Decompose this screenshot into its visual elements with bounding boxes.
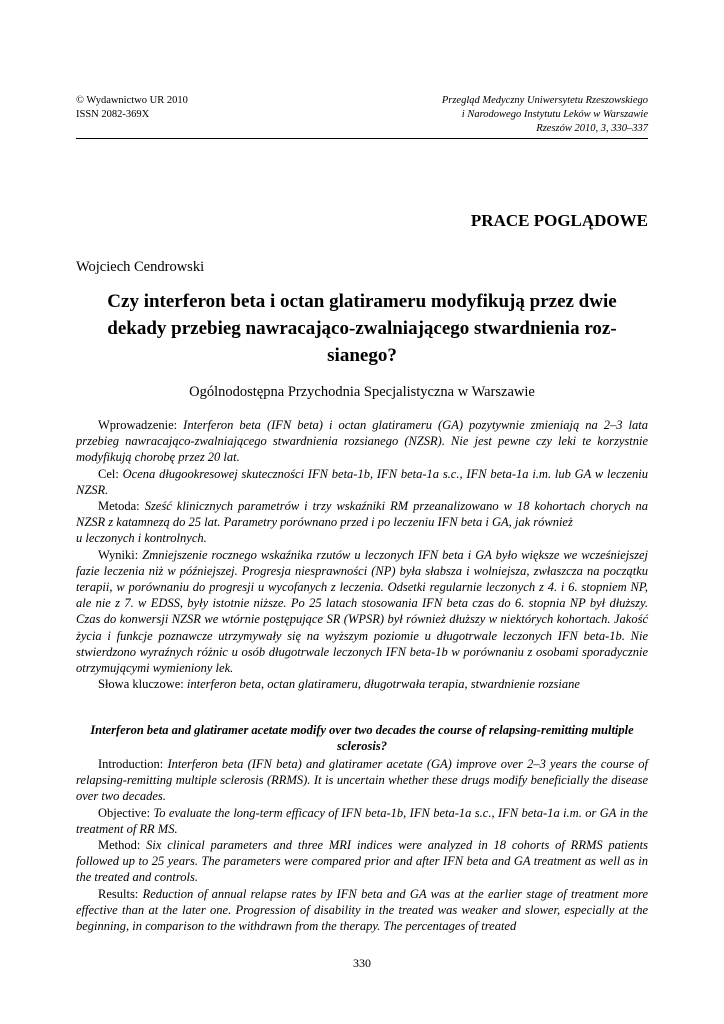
- label: Słowa kluczowe:: [98, 677, 187, 692]
- text: interferon beta, octan glatirameru, długotrwała terapia, stwardnienie rozsiane: [186, 677, 580, 692]
- text: Six clinical parameters and three MRI indices were analyzed in 18 cohorts of RRMS patients followed up to 25 years. The parameters were compared prior and after IFN beta and GA treatment as well as in the treated and controls.: [76, 838, 649, 885]
- abstract-english: [76, 756, 648, 934]
- label: Introduction:: [98, 757, 168, 771]
- journal-citation: [442, 94, 648, 136]
- text: Zmniejszenie rocznego wskaźnika rzutów u leczonych IFN beta i GA było większe we wcześniejszej fazie leczenia niż w późniejszej. Progresja niesprawności (NP) była słabsza i wolniejsza, zwłaszcza na początku terapii, w porównaniu do progresji u wycofanych z leczenia. Odsetki regularnie leczonych z 4. i 6. stopniem NP, ale nie z 7. w EDSS, były istotnie niższe. Po 25 latach stosowania IFN beta czas do 6. stopnia NP był dłuższy. Czas do konwersji NZSR we wtórnie postępujące SR (WPSR) był również dłuższy w niektórych kohortach. Jakość życia i funkcje poznawcze utrzymywały się na wyższym poziomie u długotrwale leczonych IFN beta-1b. Nie stwierdzono wyraźnych różnic u osób długotrwale leczonych IFN beta-1b w porównaniu z osobami sporadycznie otrzymującymi wymieniony lek.: [76, 547, 648, 676]
- abstract-paragraph-intro: [76, 417, 648, 466]
- abstract-paragraph-introduction: [76, 756, 648, 805]
- text: Sześć klinicznych parametrów i trzy wskaźniki RM przeanalizowano w 18 kohortach chorych na NZSR z katamnezą do 25 lat. Parametry porównano przed i po leczeniu IFN beta i GA, jak również: [76, 499, 648, 530]
- copyright-line: © Wydawnictwo UR 2010: [76, 95, 188, 106]
- journal-publisher-info: [76, 94, 188, 122]
- label: Wyniki:: [98, 547, 143, 562]
- page-number: 330: [353, 956, 371, 970]
- abstract-polish: [76, 417, 648, 692]
- abstract-paragraph-method: [76, 498, 648, 530]
- abstract-paragraph-objective: [76, 805, 648, 837]
- journal-issue-line: Rzeszów 2010, 3, 330–337: [536, 123, 648, 134]
- text: Interferon beta (IFN beta) and glatiramer acetate (GA) improve over 2–3 years the course of relapsing-remitting multiple sclerosis (RRMS). It is uncertain whether these drugs modify beneficially the disease over two decades.: [76, 757, 649, 804]
- abstract-paragraph-method-cont: [76, 530, 648, 546]
- abstract-paragraph-aim: [76, 466, 648, 498]
- affiliation: Ogólnodostępna Przychodnia Specjalistyczna w Warszawie: [189, 384, 535, 400]
- label: Wprowadzenie:: [98, 418, 184, 432]
- label: Cel:: [98, 466, 123, 481]
- label: Method:: [98, 838, 147, 853]
- english-title: Interferon beta and glatiramer acetate modify over two decades the course of relapsing-remitting multiple sclerosis?: [90, 723, 634, 753]
- text: u leczonych i kontrolnych.: [76, 531, 207, 546]
- abstract-paragraph-method: [76, 837, 648, 886]
- author-name: Wojciech Cendrowski: [76, 259, 205, 275]
- abstract-paragraph-results: [76, 547, 648, 677]
- text: Reduction of annual relapse rates by IFN beta and GA was at the earlier stage of treatment more effective than at the later one. Progression of disability in the treated was weaker and slower, especially at the beginning, in comparison to the withdrawn from the therapy. The percentages of treated: [76, 886, 648, 934]
- abstract-paragraph-results: [76, 886, 648, 935]
- section-heading: PRACE POGLĄDOWE: [470, 211, 648, 230]
- article-title: Czy interferon beta i octan glatirameru modyfikują przez dwie dekady przebieg nawracająco-zwalniającego stwardnienia roz-sianego?: [107, 291, 617, 366]
- header-divider: [76, 138, 648, 139]
- abstract-paragraph-keywords: [76, 676, 648, 692]
- text: Ocena długookresowej skuteczności IFN beta-1b, IFN beta-1a s.c., IFN beta-1a i.m. lub GA w leczeniu NZSR.: [76, 466, 648, 497]
- journal-name-line1: Przegląd Medyczny Uniwersytetu Rzeszowskiego: [441, 95, 648, 106]
- text: To evaluate the long-term efficacy of IFN beta-1b, IFN beta-1a s.c., IFN beta-1a i.m. or GA in the treatment of RR MS.: [76, 805, 648, 836]
- issn-line: ISSN 2082-369X: [76, 109, 150, 120]
- label: Objective:: [98, 805, 154, 820]
- journal-name-line2: i Narodowego Instytutu Leków w Warszawie: [461, 109, 648, 120]
- label: Metoda:: [98, 499, 145, 514]
- label: Results:: [98, 886, 143, 901]
- text: Interferon beta (IFN beta) i octan glatirameru (GA) pozytywnie zmieniają na 2–3 lata przebieg nawracająco-zwalniającego stwardnienia rozsianego (NZSR). Nie jest pewne czy leki te korzystnie modyfikują chorobę przez 20 lat.: [76, 418, 648, 465]
